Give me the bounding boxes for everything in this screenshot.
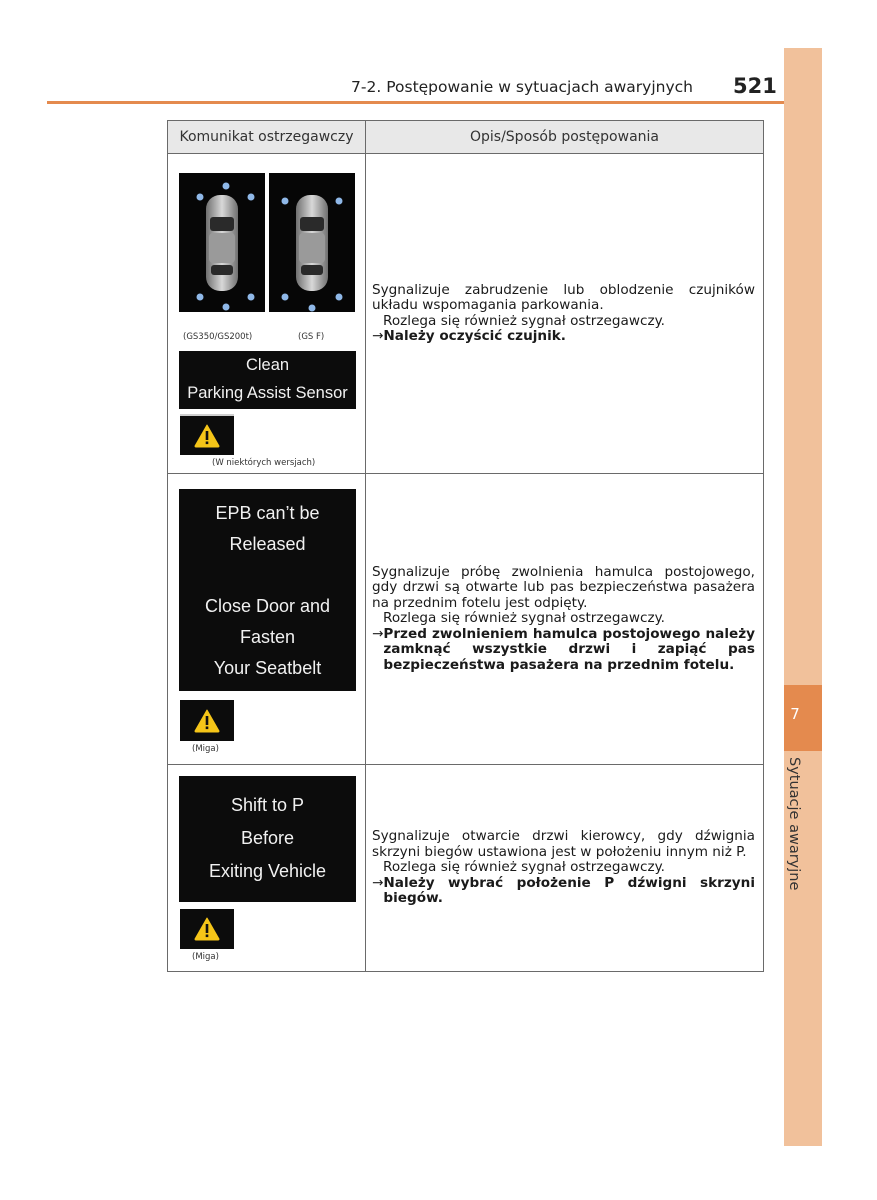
table-row [168,154,764,474]
description-extra: Rozlega się również sygnał ostrzegawczy. [383,610,666,627]
arrow-icon: → [372,328,384,344]
warning-indicator [180,909,234,949]
arrow-icon: → [372,874,384,891]
display-line: EPB can’t be [215,503,320,523]
side-tab [784,48,822,1146]
caption-gsf: (GS F) [298,332,325,342]
display-clean-sensor [179,351,356,409]
parking-sensor-image-gs350 [179,173,265,312]
description-text [366,283,763,345]
action-line [372,876,755,907]
table-row [168,765,764,972]
description-main: Sygnalizuje zabrudzenie lub oblodzenie czujników układu wspomagania parkowania. [372,281,755,313]
action-line [372,329,755,345]
action-text: Należy wybrać położenie P dźwigni skrzyni biegów. [383,874,755,907]
arrow-icon: → [372,625,384,642]
description-text [366,829,763,907]
message-cell [168,765,366,972]
warning-indicator [180,414,234,455]
description-text [366,565,763,674]
side-tab-number: 7 [790,705,800,723]
display-line: Released [229,534,306,554]
display-line: Fasten [239,627,296,647]
description-cell [366,474,764,765]
warning-indicator [180,700,234,741]
display-spacer [179,560,356,591]
display-line: Exiting Vehicle [208,861,327,881]
warning-caption: (Miga) [192,952,219,962]
display-line: Clean [245,356,290,374]
warning-caption: (W niektórych wersjach) [212,458,316,468]
header-cell-description: Opis/Sposób postępowania [366,121,764,154]
header-cell-message: Komunikat ostrzegawczy [168,121,366,154]
warning-table [167,120,764,972]
parking-sensor-image-gsf [269,173,355,312]
header-divider [47,101,784,104]
table-header-row [168,121,764,154]
description-extra: Rozlega się również sygnał ostrzegawczy. [383,859,666,876]
chapter-title: 7-2. Postępowanie w sytuacjach awaryjnych [351,78,693,96]
display-line: Your Seatbelt [213,658,322,678]
description-extra: Rozlega się również sygnał ostrzegawczy. [383,312,666,329]
side-tab-label: Sytuacje awaryjne [786,757,802,891]
display-line: Shift to P [230,795,305,815]
action-line [372,627,755,674]
page-number: 521 [733,74,777,98]
warning-triangle-icon [194,709,220,733]
display-line: Close Door and [204,596,331,616]
description-cell [366,154,764,474]
table-row [168,474,764,765]
description-cell [366,765,764,972]
display-epb [179,489,356,691]
display-line: Before [240,828,295,848]
action-text: Należy oczyścić czujnik. [383,328,566,344]
warning-triangle-icon [194,917,220,941]
display-line: Parking Assist Sensor [187,384,348,402]
message-cell [168,154,366,474]
display-shift-to-p [179,776,356,902]
description-main: Sygnalizuje otwarcie drzwi kierowcy, gdy dźwignia skrzyni biegów ustawiona jest w położeniu innym niż P. [372,828,755,860]
warning-caption: (Miga) [192,744,219,754]
message-cell [168,474,366,765]
caption-gs350: (GS350/GS200t) [183,332,253,342]
description-main: Sygnalizuje próbę zwolnienia hamulca postojowego, gdy drzwi są otwarte lub pas bezpieczeństwa pasażera na przednim fotelu jest odpięty. [372,563,755,611]
action-text: Przed zwolnieniem hamulca postojowego należy zamknąć wszystkie drzwi i zapiąć pas bezpieczeństwa pasażera na przednim fotelu. [383,625,755,673]
warning-triangle-icon [194,424,220,448]
